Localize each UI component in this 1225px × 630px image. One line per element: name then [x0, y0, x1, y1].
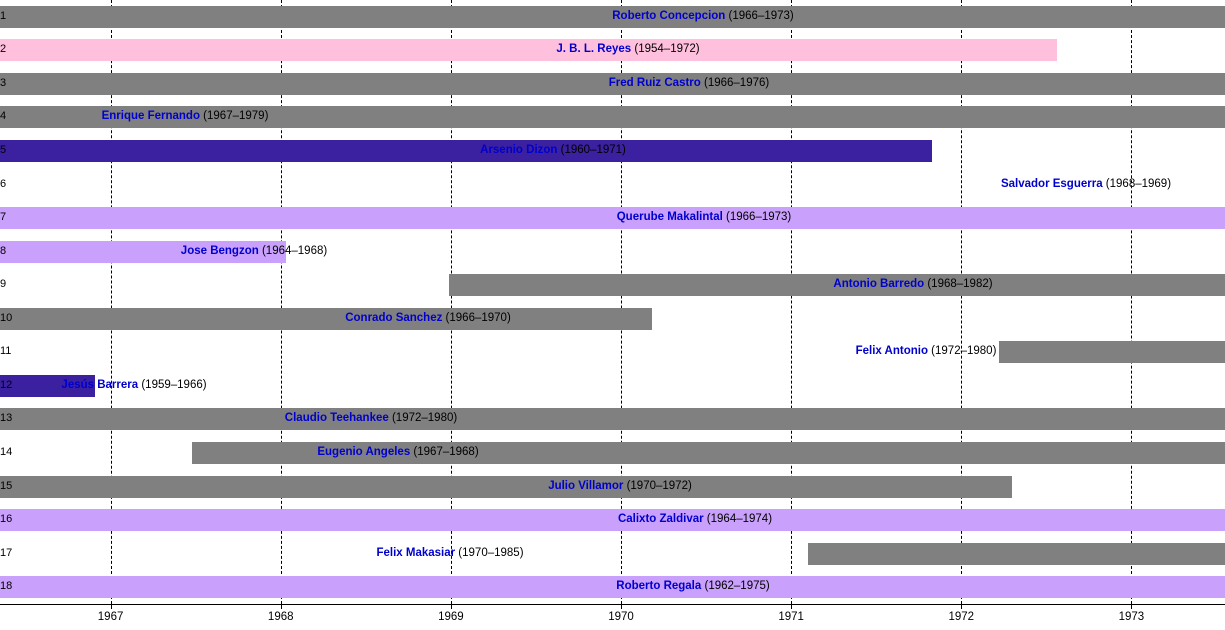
- gantt-bar: [808, 543, 1225, 565]
- bar-label: [480, 144, 626, 156]
- bar-label: [548, 480, 692, 492]
- table-row: [0, 436, 1225, 470]
- row-index-label: 9: [0, 278, 7, 291]
- table-row: [0, 570, 1225, 604]
- table-row: [0, 0, 1225, 34]
- term-years: (1954–1972): [631, 43, 700, 56]
- table-row: [0, 201, 1225, 235]
- tick-label-1970: 1970: [608, 611, 634, 623]
- table-row: [0, 403, 1225, 437]
- gantt-bar: [0, 39, 1057, 61]
- term-years: (1966–1973): [722, 211, 792, 224]
- tick-mark: [111, 604, 112, 609]
- justice-name: Felix Makasiar: [376, 546, 456, 559]
- term-years: (1968–1982): [924, 278, 993, 291]
- justice-name: Eugenio Angeles: [317, 445, 411, 458]
- term-years: (1972–1980): [388, 412, 458, 425]
- tick-label-1967: 1967: [97, 611, 124, 623]
- term-years: (1962–1975): [701, 580, 770, 593]
- bar-label: [345, 312, 511, 324]
- x-axis: [0, 604, 1225, 630]
- bar-label: [833, 278, 992, 290]
- bar-label: [317, 446, 478, 458]
- table-row: [0, 336, 1225, 370]
- row-index-label: 1: [0, 9, 7, 22]
- bar-label: [102, 110, 269, 122]
- term-years: (1967–1968): [410, 445, 479, 458]
- justice-name: Fred Ruiz Castro: [608, 76, 701, 89]
- term-years: (1966–1973): [725, 9, 794, 22]
- bar-label: [1001, 178, 1171, 190]
- row-index-label: 10: [0, 311, 13, 324]
- tick-label-1973: 1973: [1118, 611, 1145, 623]
- bar-label: [612, 10, 794, 22]
- term-years: (1966–1976): [700, 76, 770, 89]
- justice-name: J. B. L. Reyes: [556, 43, 632, 56]
- tick-label-1972: 1972: [948, 611, 975, 623]
- bar-label: [617, 211, 792, 223]
- row-index-label: 6: [0, 177, 7, 190]
- bar-label: [285, 412, 457, 424]
- row-index-label: 12: [0, 378, 13, 391]
- justice-name: Julio Villamor: [548, 479, 624, 492]
- table-row: [0, 101, 1225, 135]
- justice-name: Claudio Teehankee: [284, 412, 389, 425]
- row-index-label: 2: [0, 43, 7, 56]
- term-years: (1964–1974): [703, 513, 773, 526]
- justice-name: Calixto Zaldivar: [617, 513, 704, 526]
- row-index-label: 15: [0, 479, 13, 492]
- bar-label: [609, 77, 769, 89]
- row-index-label: 5: [0, 143, 7, 156]
- gantt-bar: [0, 509, 1225, 531]
- bar-label: [618, 513, 772, 525]
- gantt-bar: [0, 476, 1012, 498]
- bar-label: [616, 580, 769, 592]
- table-row: [0, 168, 1225, 202]
- justice-name: Salvador Esguerra: [1000, 177, 1103, 190]
- table-row: [0, 302, 1225, 336]
- justice-name: Jose Bengzon: [180, 244, 259, 257]
- table-row: [0, 268, 1225, 302]
- term-years: (1968–1969): [1102, 177, 1172, 190]
- tick-mark: [281, 604, 282, 609]
- table-row: [0, 134, 1225, 168]
- term-years: (1966–1970): [442, 311, 511, 324]
- row-index-label: 18: [0, 580, 13, 593]
- justice-name: Jesús Barrera: [61, 378, 139, 391]
- table-row: [0, 67, 1225, 101]
- tick-label-1969: 1969: [438, 611, 464, 623]
- bar-label: [61, 379, 206, 391]
- row-index-label: 17: [0, 546, 13, 559]
- row-index-label: 11: [0, 345, 12, 358]
- table-row: [0, 537, 1225, 571]
- justice-name: Roberto Regala: [616, 580, 702, 593]
- table-row: [0, 235, 1225, 269]
- justice-name: Querube Makalintal: [616, 211, 723, 224]
- table-row: [0, 34, 1225, 68]
- row-index-label: 14: [0, 445, 13, 458]
- table-row: [0, 503, 1225, 537]
- justice-name: Roberto Concepcion: [612, 9, 726, 22]
- table-row: [0, 470, 1225, 504]
- row-index-label: 13: [0, 412, 13, 425]
- row-index-label: 7: [0, 211, 7, 224]
- tick-mark: [621, 604, 622, 609]
- table-row: [0, 369, 1225, 403]
- term-years: (1967–1979): [199, 110, 269, 123]
- tick-mark: [451, 604, 452, 609]
- tick-mark: [961, 604, 962, 609]
- gantt-bar: [999, 341, 1225, 363]
- term-years: (1959–1966): [138, 378, 207, 391]
- gantt-bar: [0, 408, 1225, 430]
- tick-label-1968: 1968: [267, 611, 294, 623]
- gantt-bar: [0, 308, 652, 330]
- term-years: (1960–1971): [557, 143, 626, 156]
- gantt-bar: [0, 140, 932, 162]
- term-years: (1970–1985): [455, 546, 524, 559]
- gantt-bar: [0, 207, 1225, 229]
- justice-name: Enrique Fernando: [101, 110, 200, 123]
- justice-name: Felix Antonio: [855, 345, 928, 358]
- bar-label: [181, 245, 327, 257]
- row-index-label: 16: [0, 513, 13, 526]
- axis-line: [0, 604, 1225, 605]
- justice-name: Conrado Sanchez: [345, 311, 443, 324]
- justice-name: Arsenio Dizon: [480, 143, 558, 156]
- bar-label: [556, 43, 699, 55]
- bar-label: [856, 345, 997, 357]
- tick-mark: [1131, 604, 1132, 609]
- term-years: (1970–1972): [623, 479, 692, 492]
- justice-name: Antonio Barredo: [833, 278, 925, 291]
- bar-label: [376, 547, 523, 559]
- tick-label-1971: 1971: [778, 611, 804, 623]
- term-years: (1964–1968): [258, 244, 328, 257]
- tick-mark: [791, 604, 792, 609]
- gantt-bar: [0, 576, 1225, 598]
- row-index-label: 8: [0, 244, 7, 257]
- row-index-label: 4: [0, 110, 7, 123]
- row-index-label: 3: [0, 76, 7, 89]
- term-years: (1972–1980): [927, 345, 997, 358]
